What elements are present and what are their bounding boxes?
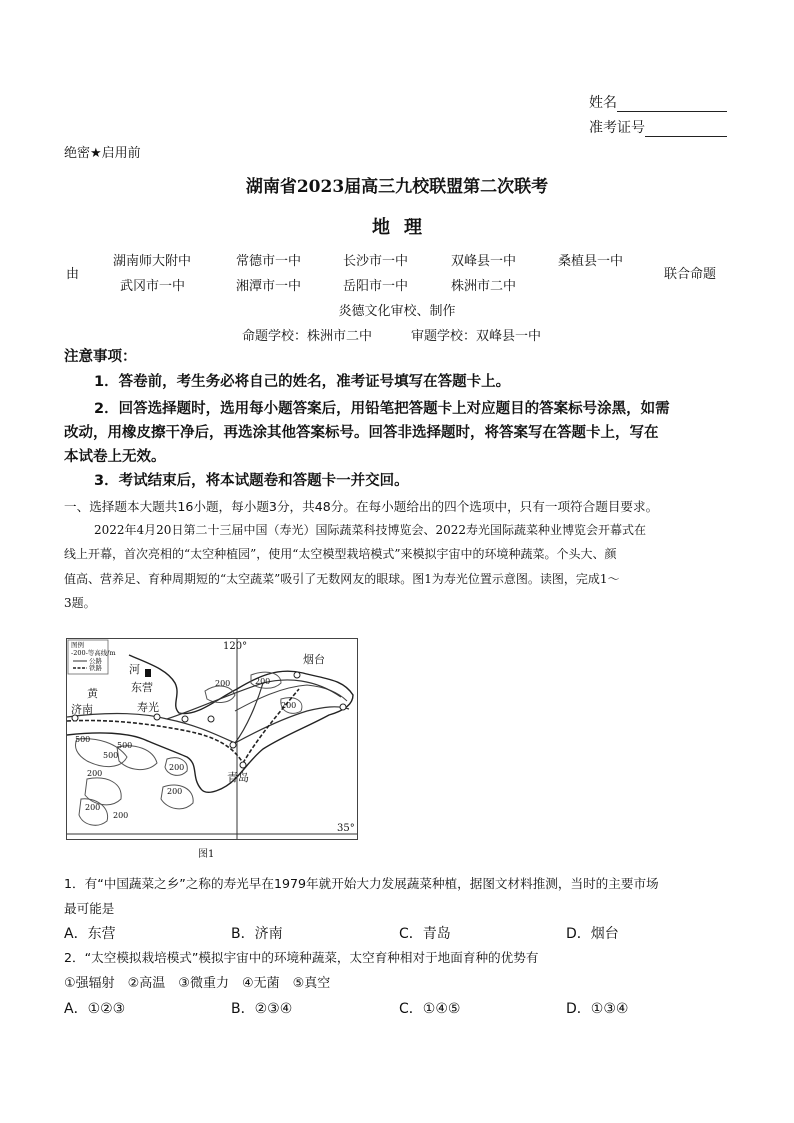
location-map (66, 638, 358, 840)
city-qingdao-marker (240, 762, 246, 768)
city-yantai-marker (294, 672, 300, 678)
q1-stem-b: 最可能是 (64, 901, 115, 916)
contour-value: 200 (169, 763, 185, 772)
place-yantai: 烟台 (303, 653, 325, 666)
contour-value: 500 (75, 735, 91, 744)
legend-title: 图例 (71, 641, 84, 649)
id-label: 准考证号 (589, 120, 645, 136)
q2-items: ①强辐射 ②高温 ③微重力 ④无菌 ⑤真空 (64, 976, 331, 991)
q2-option-c[interactable]: C．①④⑤ (399, 1001, 461, 1017)
passage-line-4: 3题。 (64, 596, 96, 610)
exam-title: 湖南省2023届高三九校联盟第二次联考 (245, 177, 549, 197)
place-shouguang: 寿光 (137, 701, 159, 714)
schools-prefix: 由 (66, 267, 80, 282)
contour-value: 200 (281, 701, 297, 710)
note-2a: 2．回答选择题时，选用每小题答案后，用铅笔把答题卡上对应题目的答案标号涂黑，如需 (94, 401, 670, 417)
legend-contour: -200-等高线/m (71, 649, 116, 657)
passage-line-3: 值高、营养足、育种周期短的“太空蔬菜”吸引了无数网友的眼球。图1为寿光位置示意图。读图，完成1～ (64, 572, 620, 586)
city-marker (182, 716, 188, 722)
q1-option-d[interactable]: D．烟台 (566, 926, 619, 942)
school-r1-1: 常德市一中 (236, 254, 302, 269)
contour-value: 200 (215, 679, 231, 688)
q2-stem: 2．“太空模拟栽培模式”模拟宇宙中的环境种蔬菜，太空育种相对于地面育种的优势有 (64, 950, 539, 965)
subject-title: 地理 (372, 217, 436, 238)
passage-line-1: 2022年4月20日第二十三届中国（寿光）国际蔬菜科技博览会、2022寿光国际蔬菜种业博览会开幕式在 (94, 523, 646, 537)
q1-option-c[interactable]: C．青岛 (399, 926, 451, 942)
city-marker (340, 704, 346, 710)
name-field (589, 92, 727, 112)
figure-caption: 图1 (198, 849, 215, 860)
map-svg (67, 639, 357, 839)
school-r1-3: 双峰县一中 (451, 254, 517, 269)
school-r1-4: 桑植县一中 (558, 254, 624, 269)
name-label: 姓名 (589, 95, 617, 111)
q2-option-b[interactable]: B．②③④ (231, 1001, 293, 1017)
place-he: 河 (129, 663, 140, 676)
legend-rail: 铁路 (89, 664, 102, 672)
schools-suffix: 联合命题 (664, 267, 717, 282)
q2-option-d[interactable]: D．①③④ (566, 1001, 629, 1017)
school-r2-0: 武冈市一中 (120, 279, 186, 294)
note-2b: 改动，用橡皮擦干净后，再选涂其他答案标号。回答非选择题时，将答案写在答题卡上，写在 (64, 425, 659, 441)
school-r2-2: 岳阳市一中 (343, 279, 409, 294)
q2-option-a[interactable]: A．①②③ (64, 1001, 126, 1017)
name-blank (617, 97, 727, 112)
q1-option-b[interactable]: B．济南 (231, 926, 283, 942)
section-heading: 一、选择题本大题共16小题，每小题3分，共48分。在每小题给出的四个选项中，只有一项符合题目要求。 (64, 499, 659, 514)
review-line: 炎德文化审校、制作 (338, 304, 456, 319)
coastline (67, 655, 353, 792)
notes-heading: 注意事项： (64, 349, 137, 365)
latitude-label: 35° (337, 823, 355, 834)
railway-line (67, 720, 243, 763)
contour-value: 200 (255, 677, 271, 686)
longitude-label: 120° (223, 641, 248, 652)
note-3: 3．考试结束后，将本试题卷和答题卡一并交回。 (94, 473, 409, 489)
school-r1-2: 长沙市一中 (343, 254, 409, 269)
note-1: 1．答卷前，考生务必将自己的姓名，准考证号填写在答题卡上。 (94, 374, 511, 390)
school-r2-3: 株洲市二中 (451, 279, 517, 294)
school-r2-1: 湘潭市一中 (236, 279, 302, 294)
place-huang: 黄 (87, 687, 98, 700)
proposer-line: 命题学校：株洲市二中 (242, 329, 373, 344)
contour-value: 200 (167, 787, 183, 796)
note-2c: 本试卷上无效。 (64, 449, 166, 465)
id-blank (645, 122, 727, 137)
school-r1-0: 湖南师大附中 (113, 254, 192, 269)
place-dongying: 东营 (131, 681, 153, 694)
passage-line-2: 线上开幕，首次亮相的“太空种植园”，使用“太空模型栽培模式”来模拟宇宙中的环境种蔬菜。个头大、颜 (64, 547, 617, 561)
contour-value: 500 (117, 741, 133, 750)
legend-road: 公路 (89, 657, 102, 665)
city-marker (230, 742, 236, 748)
contour-line (85, 778, 121, 805)
contour-value: 200 (87, 769, 103, 778)
secret-mark: 绝密★启用前 (64, 146, 141, 161)
q1-stem-a: 1．有“中国蔬菜之乡”之称的寿光早在1979年就开始大力发展蔬菜种植，据图文材料推测，当时的主要市场 (64, 876, 659, 891)
q1-option-a[interactable]: A．东营 (64, 926, 116, 942)
id-field (589, 117, 727, 137)
city-dongying-marker (145, 669, 151, 677)
contour-value: 500 (103, 751, 119, 760)
reviewer-line: 审题学校：双峰县一中 (411, 329, 542, 344)
city-marker (208, 716, 214, 722)
contour-value: 200 (85, 803, 101, 812)
place-jinan: 济南 (71, 703, 93, 716)
contour-value: 200 (113, 811, 129, 820)
place-qingdao: 青岛 (227, 771, 249, 784)
